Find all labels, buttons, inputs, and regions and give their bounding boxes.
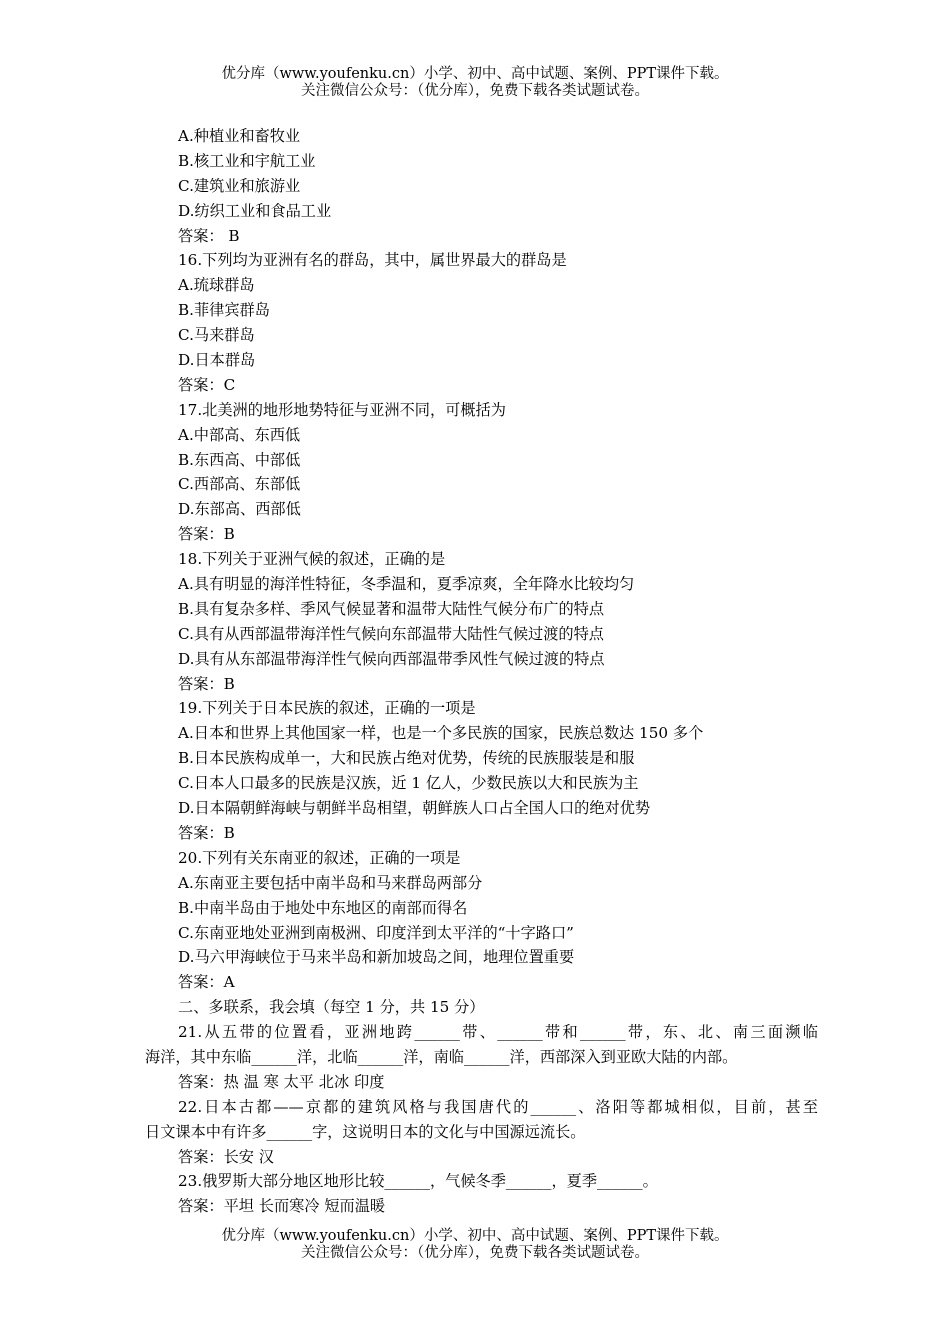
q22-line-2: 日文课本中有许多______字，这说明日本的文化与中国源远流长。 — [145, 1122, 586, 1141]
q17-option-d: D.东部高、西部低 — [178, 500, 301, 519]
q15-option-d: D.纺织工业和食品工业 — [178, 201, 332, 220]
q21-line-1: 21.从五带的位置看，亚洲地跨______带、______带和______带，东、北、南三面濒临 — [178, 1023, 818, 1042]
q18-option-b: B.具有复杂多样、季风气候显著和温带大陆性气候分布广的特点 — [178, 599, 605, 618]
q15-option-c: C.建筑业和旅游业 — [178, 176, 301, 195]
q15-answer: 答案： B — [178, 226, 240, 245]
q18-option-c: C.具有从西部温带海洋性气候向东部温带大陆性气候过渡的特点 — [178, 624, 604, 643]
q19-stem: 19.下列关于日本民族的叙述，正确的一项是 — [178, 699, 476, 718]
q17-option-b: B.东西高、中部低 — [178, 450, 301, 469]
q17-stem: 17.北美洲的地形地势特征与亚洲不同，可概括为 — [178, 400, 506, 419]
page-footer — [0, 1228, 950, 1262]
page-header — [0, 66, 950, 100]
q20-answer: 答案：A — [178, 973, 235, 992]
q19-option-d: D.日本隔朝鲜海峡与朝鲜半岛相望，朝鲜族人口占全国人口的绝对优势 — [178, 799, 651, 818]
q20-option-a: A.东南亚主要包括中南半岛和马来群岛两部分 — [178, 873, 483, 892]
q17-answer: 答案：B — [178, 525, 235, 544]
q16-option-a: A.琉球群岛 — [178, 276, 255, 295]
q19-option-a: A.日本和世界上其他国家一样，也是一个多民族的国家，民族总数达 150 多个 — [178, 724, 704, 743]
q20-option-c: C.东南亚地处亚洲到南极洲、印度洋到太平洋的“十字路口” — [178, 923, 574, 942]
q18-option-d: D.具有从东部温带海洋性气候向西部温带季风性气候过渡的特点 — [178, 649, 605, 668]
q22-answer: 答案：长安 汉 — [178, 1147, 274, 1166]
q22-paragraph — [145, 1095, 818, 1145]
q21-paragraph — [145, 1020, 818, 1070]
q22-line-1: 22.日本古都——京都的建筑风格与我国唐代的______、洛阳等都城相似，目前，甚至 — [178, 1097, 818, 1116]
q21-line-2: 海洋，其中东临______洋，北临______洋，南临______洋，西部深入到亚欧大陆的内部。 — [145, 1047, 738, 1066]
q21-answer: 答案：热 温 寒 太平 北冰 印度 — [178, 1072, 385, 1091]
q15-option-b: B.核工业和宇航工业 — [178, 151, 316, 170]
q16-option-b: B.菲律宾群岛 — [178, 301, 270, 320]
q16-option-c: C.马来群岛 — [178, 326, 255, 345]
q16-stem: 16.下列均为亚洲有名的群岛，其中，属世界最大的群岛是 — [178, 251, 567, 270]
q20-stem: 20.下列有关东南亚的叙述，正确的一项是 — [178, 848, 461, 867]
q19-answer: 答案：B — [178, 823, 235, 842]
q19-option-b: B.日本民族构成单一，大和民族占绝对优势，传统的民族服装是和服 — [178, 749, 635, 768]
q16-answer: 答案：C — [178, 375, 236, 394]
header-line-1: 优分库（www.youfenku.cn）小学、初中、高中试题、案例、PPT课件下载。 — [221, 66, 729, 82]
q19-option-c: C.日本人口最多的民族是汉族，近 1 亿人，少数民族以大和民族为主 — [178, 774, 639, 793]
header-line-2: 关注微信公众号：（优分库），免费下载各类试题试卷。 — [301, 83, 649, 99]
q20-option-b: B.中南半岛由于地处中东地区的南部而得名 — [178, 898, 468, 917]
q15-option-a: A.种植业和畜牧业 — [178, 127, 301, 145]
q18-option-a: A.具有明显的海洋性特征，冬季温和，夏季凉爽，全年降水比较均匀 — [178, 575, 635, 594]
document-body — [145, 124, 818, 1219]
section-2-title: 二、多联系，我会填（每空 1 分，共 15 分） — [178, 998, 485, 1017]
footer-line-2: 关注微信公众号：（优分库），免费下载各类试题试卷。 — [301, 1245, 649, 1261]
q23-answer: 答案：平坦 长而寒冷 短而温暖 — [178, 1197, 386, 1216]
q18-stem: 18.下列关于亚洲气候的叙述，正确的是 — [178, 550, 446, 569]
q16-option-d: D.日本群岛 — [178, 351, 256, 370]
q18-answer: 答案：B — [178, 674, 235, 693]
footer-line-1: 优分库（www.youfenku.cn）小学、初中、高中试题、案例、PPT课件下载。 — [221, 1228, 729, 1244]
q20-option-d: D.马六甲海峡位于马来半岛和新加坡岛之间，地理位置重要 — [178, 948, 575, 967]
q23-stem: 23.俄罗斯大部分地区地形比较______，气候冬季______，夏季______。 — [178, 1172, 658, 1191]
q17-option-c: C.西部高、东部低 — [178, 475, 301, 494]
q17-option-a: A.中部高、东西低 — [178, 425, 301, 444]
